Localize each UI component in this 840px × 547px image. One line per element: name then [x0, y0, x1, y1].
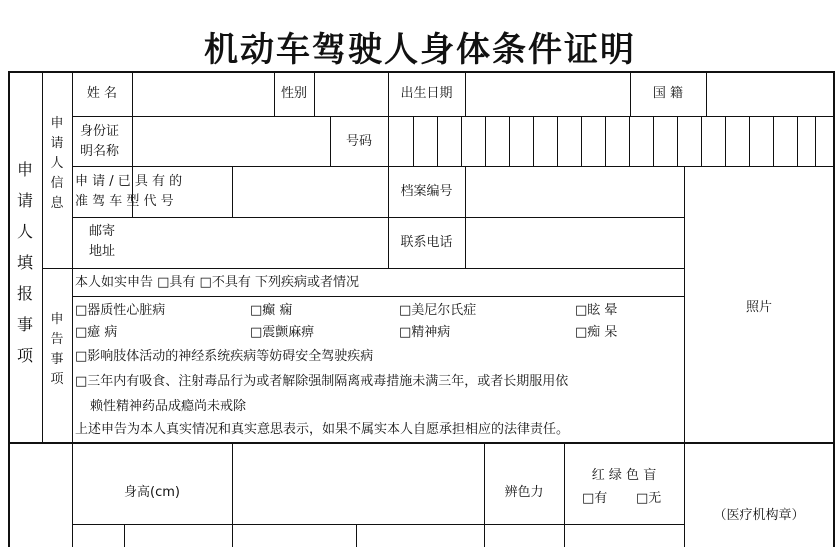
rule — [232, 166, 233, 217]
checkbox-epilepsy[interactable]: □癫 痫 — [250, 303, 293, 318]
rule — [581, 116, 582, 167]
rule — [677, 116, 678, 167]
id-name-label-1: 身份证 — [80, 124, 120, 139]
checkbox-meniere[interactable]: □美尼尔氏症 — [399, 303, 477, 318]
checkbox-paralysis-agitans[interactable]: □震颤麻痹 — [250, 325, 315, 340]
declaration-intro: 本人如实申告 □具有 □不具有 下列疾病或者情况 — [75, 275, 359, 290]
nationality-label: 国 籍 — [652, 86, 684, 101]
license-label-2: 准 驾 车 型 代 号 — [75, 194, 174, 209]
colorblind-yes-checkbox[interactable]: □有 — [582, 491, 608, 506]
section-applicant-label: 申 请 人 填 报 事 项 — [16, 160, 33, 365]
rule — [797, 116, 798, 167]
checkbox-neuro-disease[interactable]: □影响肢体活动的神经系统疾病等妨碍安全驾驶疾病 — [75, 349, 374, 364]
checkbox-drug-use[interactable]: □三年内有吸食、注射毒品行为或者解除强制隔离戒毒措施未满三年，或者长期服用依 — [75, 374, 569, 389]
checkbox-psychosis[interactable]: □精神病 — [399, 325, 451, 340]
rule — [461, 116, 462, 167]
rule — [564, 442, 565, 547]
address-label-2: 地址 — [88, 244, 115, 259]
rule — [124, 524, 125, 547]
drug-use-continued: 赖性精神药品成瘾尚未戒除 — [90, 399, 247, 414]
rule — [465, 71, 466, 117]
rule — [509, 116, 510, 167]
declaration-closing: 上述申告为本人真实情况和真实意思表示，如果不属实本人自愿承担相应的法律责任。 — [75, 422, 570, 437]
rule — [72, 116, 834, 117]
rule — [485, 116, 486, 167]
checkbox-heart-disease[interactable]: □器质性心脏病 — [75, 303, 166, 318]
colorblind-no-checkbox[interactable]: □无 — [636, 491, 662, 506]
name-label: 姓 名 — [86, 86, 118, 101]
checkbox-vertigo[interactable]: □眩 晕 — [575, 303, 618, 318]
colorblind-label: 红 绿 色 盲 — [591, 468, 657, 483]
medical-seal-label: （医疗机构章） — [713, 508, 805, 523]
rule — [437, 116, 438, 167]
photo-label: 照片 — [745, 300, 772, 315]
rule — [413, 116, 414, 167]
rule — [72, 217, 684, 218]
checkbox-dementia[interactable]: □痴 呆 — [575, 325, 618, 340]
page-title: 机动车驾驶人身体条件证明 — [204, 30, 636, 70]
rule — [72, 166, 834, 167]
id-name-label-2: 明名称 — [80, 144, 120, 159]
address-label-1: 邮寄 — [88, 224, 115, 239]
rule — [72, 524, 684, 525]
rule — [815, 116, 816, 167]
rule — [701, 116, 702, 167]
gender-label: 性别 — [280, 86, 307, 101]
license-label-1: 申 请 / 已 具 有 的 — [75, 174, 183, 189]
file-number-label: 档案编号 — [400, 184, 453, 199]
rule — [72, 71, 73, 547]
rule — [557, 116, 558, 167]
checkbox-hysteria[interactable]: □癔 病 — [75, 325, 118, 340]
color-vision-label: 辨色力 — [504, 485, 544, 500]
section-info-label: 申 请 人 信 息 — [50, 116, 64, 211]
rule — [465, 166, 466, 268]
rule — [232, 442, 233, 547]
rule — [533, 116, 534, 167]
rule — [72, 296, 684, 297]
id-number-label: 号码 — [345, 134, 372, 149]
rule — [725, 116, 726, 167]
rule — [605, 116, 606, 167]
rule — [749, 116, 750, 167]
rule — [356, 524, 357, 547]
phone-label: 联系电话 — [400, 235, 453, 250]
dob-label: 出生日期 — [400, 86, 453, 101]
rule — [706, 71, 707, 117]
rule — [314, 71, 315, 117]
rule — [653, 116, 654, 167]
rule — [773, 116, 774, 167]
rule — [8, 442, 834, 444]
height-label: 身高(cm) — [124, 485, 180, 500]
rule — [629, 116, 630, 167]
rule — [42, 268, 684, 269]
rule — [684, 166, 685, 547]
section-declare-label: 申 告 事 项 — [50, 312, 64, 387]
